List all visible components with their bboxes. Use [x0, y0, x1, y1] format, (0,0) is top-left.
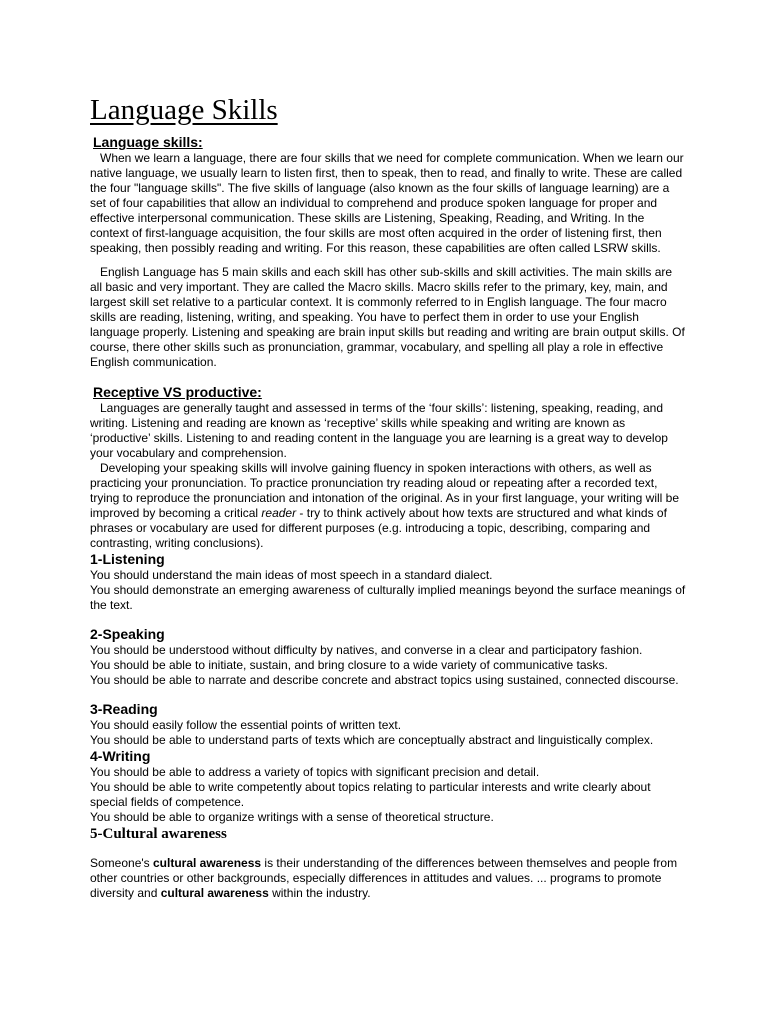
heading-receptive-productive: Receptive VS productive:: [93, 384, 262, 400]
listening-line-2: You should demonstrate an emerging awareness of culturally implied meanings beyond the surface meanings of the text.: [90, 583, 686, 612]
paragraph-cultural-awareness: [90, 856, 686, 901]
heading-reading: 3-Reading: [90, 701, 158, 717]
cultural-seg-3: within the industry.: [268, 886, 371, 900]
listening-line-1: You should understand the main ideas of most speech in a standard dialect.: [90, 568, 493, 582]
writing-line-1: You should be able to address a variety of topics with significant precision and detail.: [90, 765, 540, 779]
writing-line-3: You should be able to organize writings with a sense of theoretical structure.: [90, 810, 494, 824]
paragraph-receptive-2: [90, 461, 686, 551]
cultural-seg-2: is their understanding of the differences between themselves and people from other countries or other backgrounds, especially differences in attitudes and values. ... programs to promote diversity and: [90, 856, 678, 900]
document-page: [90, 92, 686, 901]
paragraph-receptive-2-start: Developing your speaking skills will involve gaining fluency in spoken interactions with others, as well as practicing your pronunciation. To practice pronunciation try reading aloud or repeating after a recorded text, trying to reproduce the pronunciation and intonation of the original. As in your first language, your writing will be improved by becoming a critical: [90, 461, 680, 520]
paragraph-receptive-2-end: - try to think actively about how texts are structured and what kinds of phrases or vocabulary are used for different purposes (e.g. introducing a topic, describing, comparing and contrasting, writing conclusions).: [90, 506, 667, 550]
speaking-line-3: You should be able to narrate and describe concrete and abstract topics using sustained, connected discourse.: [90, 673, 679, 687]
heading-listening: 1-Listening: [90, 551, 165, 567]
cultural-bold-2: cultural awareness: [160, 886, 269, 900]
speaking-line-1: You should be understood without difficulty by natives, and converse in a clear and participatory fashion.: [90, 643, 643, 657]
writing-line-2: You should be able to write competently about topics relating to particular interests and write clearly about special fields of competence.: [90, 780, 651, 809]
heading-cultural-awareness: 5-Cultural awareness: [90, 826, 227, 842]
paragraph-receptive-1: Languages are generally taught and assessed in terms of the ‘four skills’: listening, speaking, reading, and writing. Listening and reading are known as ‘receptive’ skills while speaking and writing are known as ‘productive’ skills. Listening to and reading content in the language you are learning is a great way to develop your vocabulary and comprehension.: [90, 401, 668, 460]
paragraph-language-skills-2: English Language has 5 main skills and each skill has other sub-skills and skill activities. The main skills are all basic and very important. They are called the Macro skills. Macro skills refer to the primary, key, main, and largest skill set relative to a particular context. It is commonly referred to in English language. The four macro skills are reading, listening, writing, and speaking. You have to perfect them in order to use your English language properly. Listening and speaking are brain input skills but reading and writing are brain output skills. Of course, there other skills such as pronunciation, grammar, vocabulary, and spelling all play a role in effective English communication.: [90, 265, 685, 369]
heading-language-skills: Language skills:: [93, 134, 203, 150]
paragraph-receptive-2-italic: reader: [261, 506, 297, 520]
heading-speaking: 2-Speaking: [90, 626, 165, 642]
cultural-bold-1: cultural awareness: [153, 856, 262, 870]
speaking-line-2: You should be able to initiate, sustain, and bring closure to a wide variety of communicative tasks.: [90, 658, 608, 672]
paragraph-language-skills-1: When we learn a language, there are four skills that we need for complete communication. When we learn our native language, we usually learn to listen first, then to speak, then to read, and finally to write. These are called the four "language skills". The five skills of language (also known as the four skills of language learning) are a set of four capabilities that allow an individual to comprehend and produce spoken language for proper and effective interpersonal communication. These skills are Listening, Speaking, Reading, and Writing. In the context of first-language acquisition, the four skills are most often acquired in the order of listening first, then speaking, then possibly reading and writing. For this reason, these capabilities are often called LSRW skills.: [90, 151, 684, 255]
document-title: Language Skills: [90, 94, 278, 126]
reading-line-2: You should be able to understand parts of texts which are conceptually abstract and linguistically complex.: [90, 733, 654, 747]
heading-writing: 4-Writing: [90, 748, 151, 764]
reading-line-1: You should easily follow the essential points of written text.: [90, 718, 402, 732]
cultural-seg-1: Someone's: [90, 856, 153, 870]
